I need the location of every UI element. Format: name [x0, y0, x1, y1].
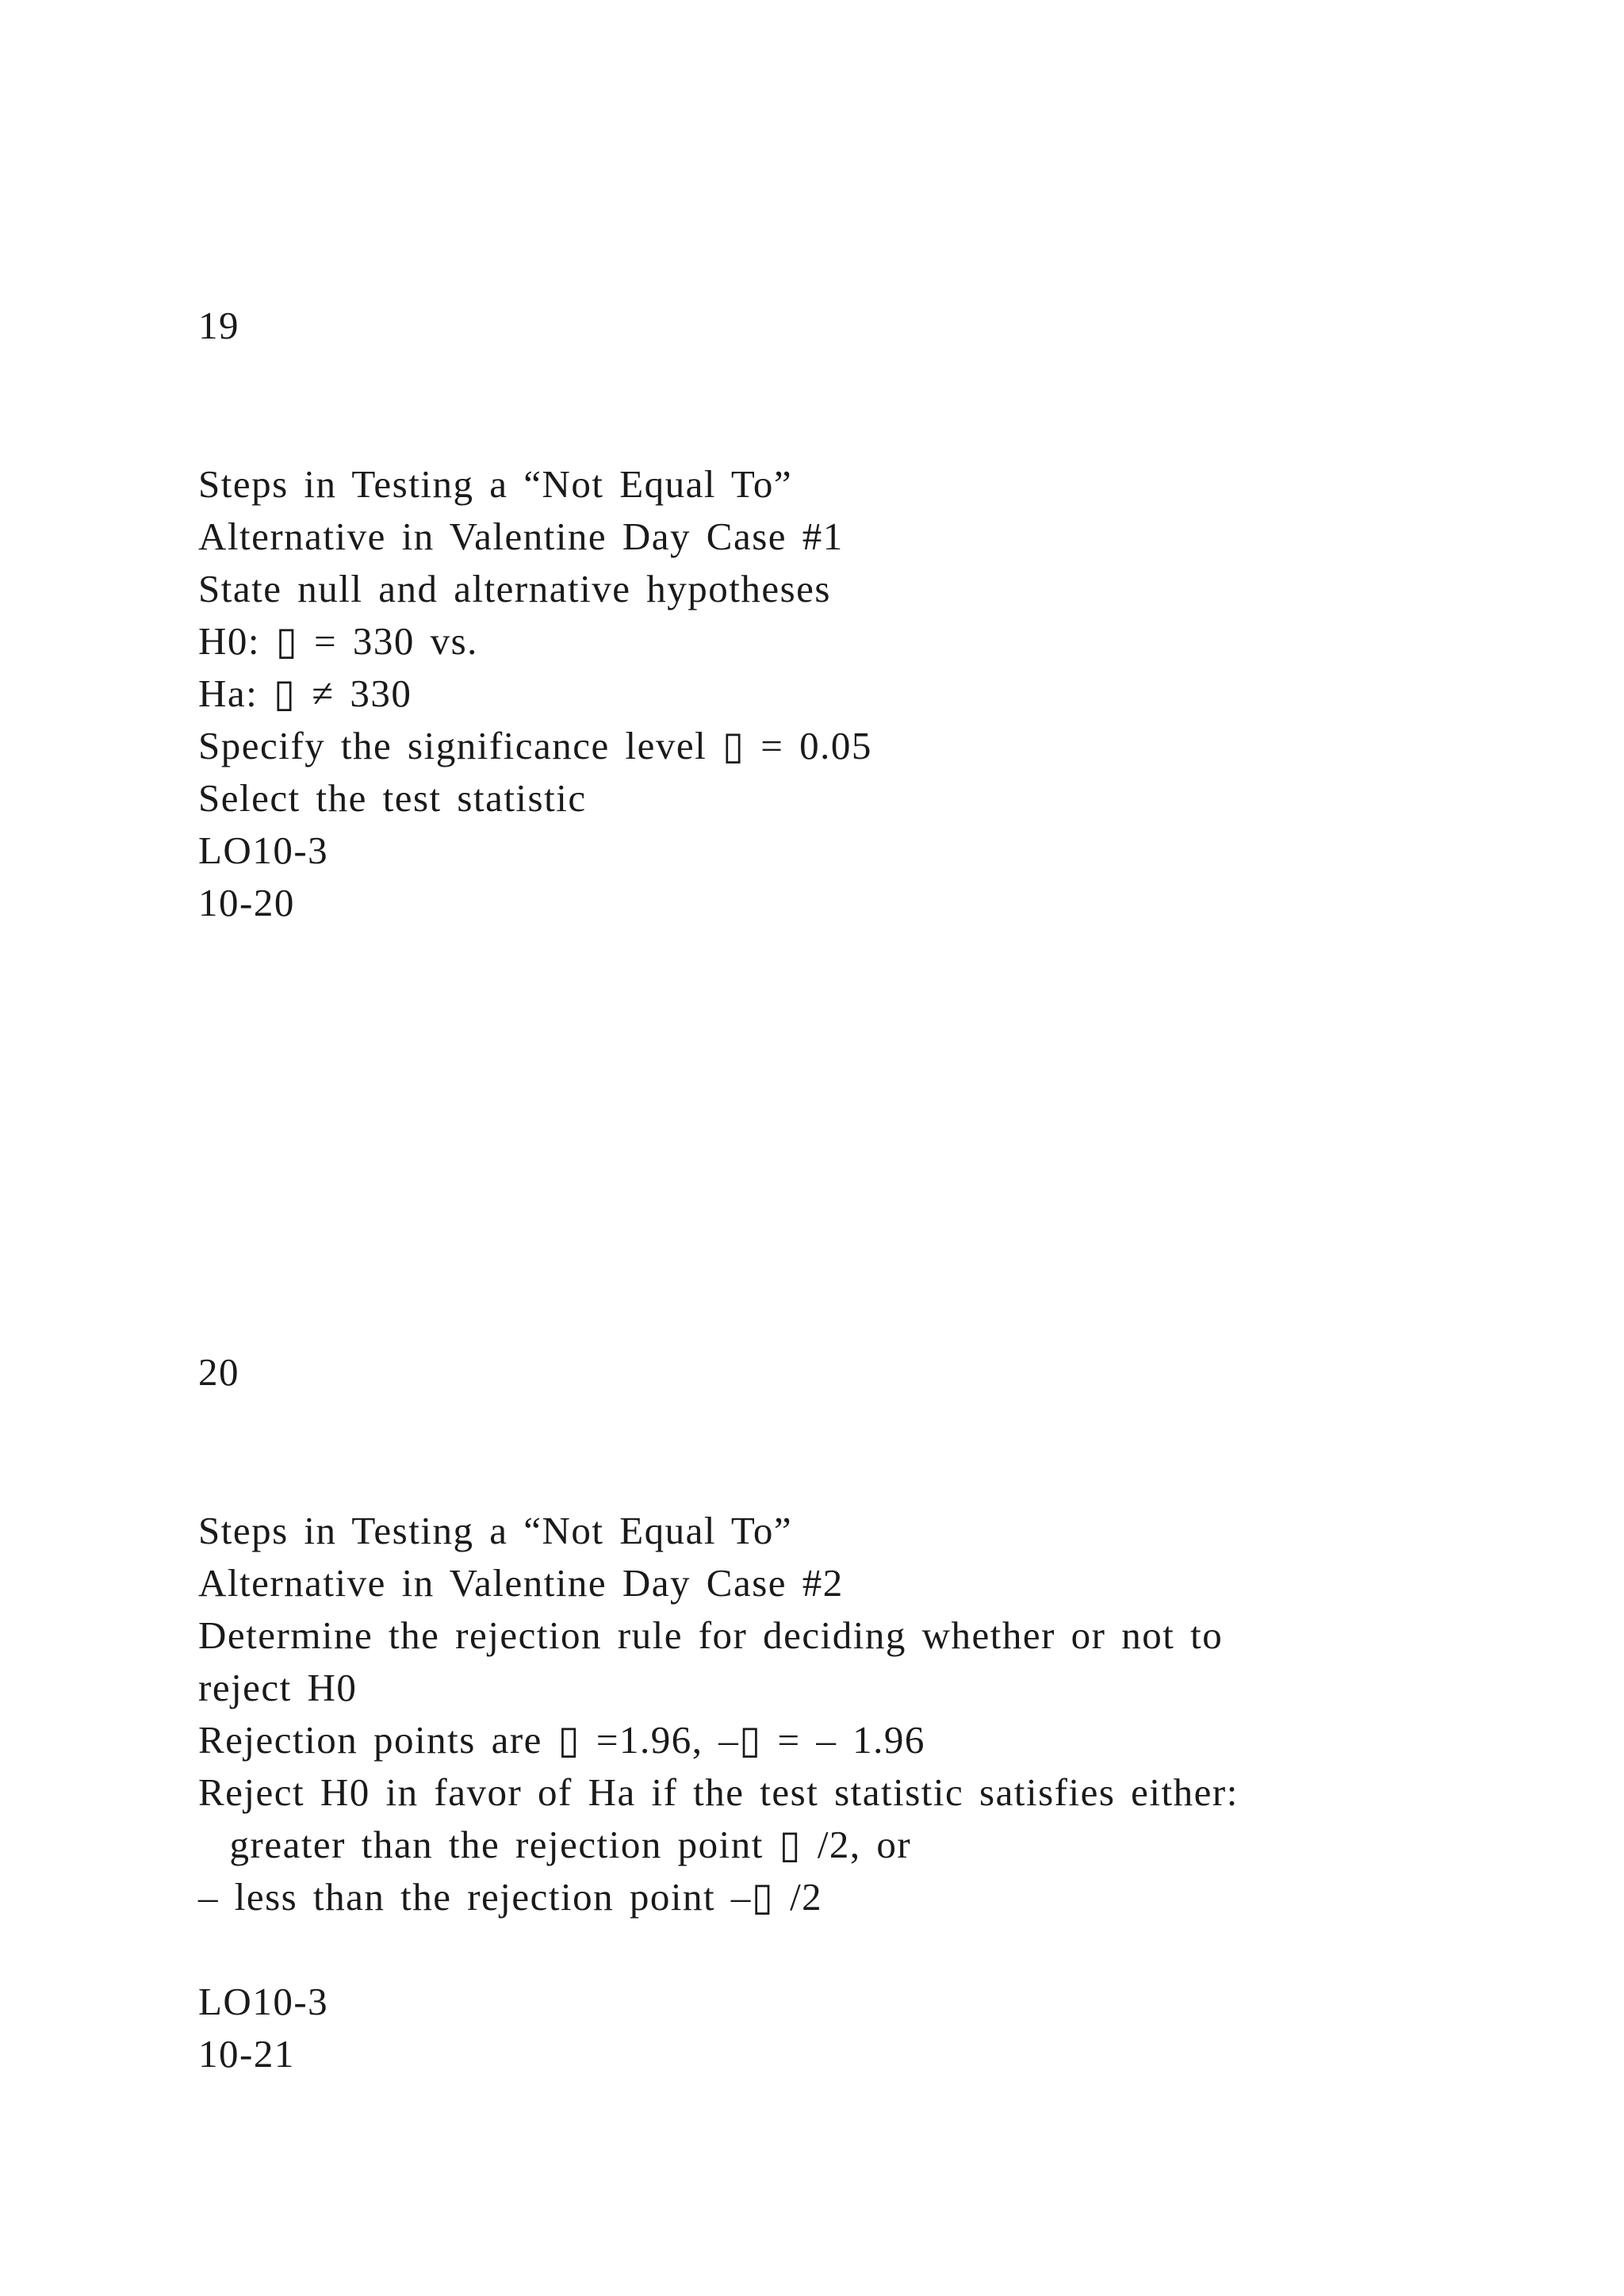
step-text: Specify the significance level ▯ = 0.05: [198, 724, 872, 767]
slide-title-line: Alternative in Valentine Day Case #2: [198, 1561, 844, 1605]
slide-number: 19: [198, 304, 239, 347]
learning-objective: LO10-3: [198, 828, 329, 872]
null-hypothesis: H0: ▯ = 330 vs.: [198, 619, 478, 663]
slide-title-line: Steps in Testing a “Not Equal To”: [198, 462, 793, 506]
step-text: reject H0: [198, 1666, 358, 1709]
slide-title-line: Alternative in Valentine Day Case #1: [198, 515, 844, 558]
slide-number: 20: [198, 1350, 239, 1394]
alternative-hypothesis: Ha: ▯ ≠ 330: [198, 672, 412, 715]
learning-objective: LO10-3: [198, 1980, 329, 2023]
step-text: Reject H0 in favor of Ha if the test statistic satisfies either:: [198, 1770, 1239, 1814]
step-text: Select the test statistic: [198, 776, 587, 820]
slide-reference: 10-20: [198, 881, 295, 924]
slide-title-line: Steps in Testing a “Not Equal To”: [198, 1509, 793, 1552]
bullet-item: greater than the rejection point ▯ /2, or: [198, 1823, 912, 1866]
step-text: State null and alternative hypotheses: [198, 567, 831, 610]
rejection-points: Rejection points are ▯ =1.96, –▯ = – 1.96: [198, 1718, 925, 1762]
bullet-item: – less than the rejection point –▯ /2: [198, 1875, 823, 1919]
slide-reference: 10-21: [198, 2032, 295, 2076]
step-text: Determine the rejection rule for deciding whether or not to: [198, 1613, 1224, 1657]
